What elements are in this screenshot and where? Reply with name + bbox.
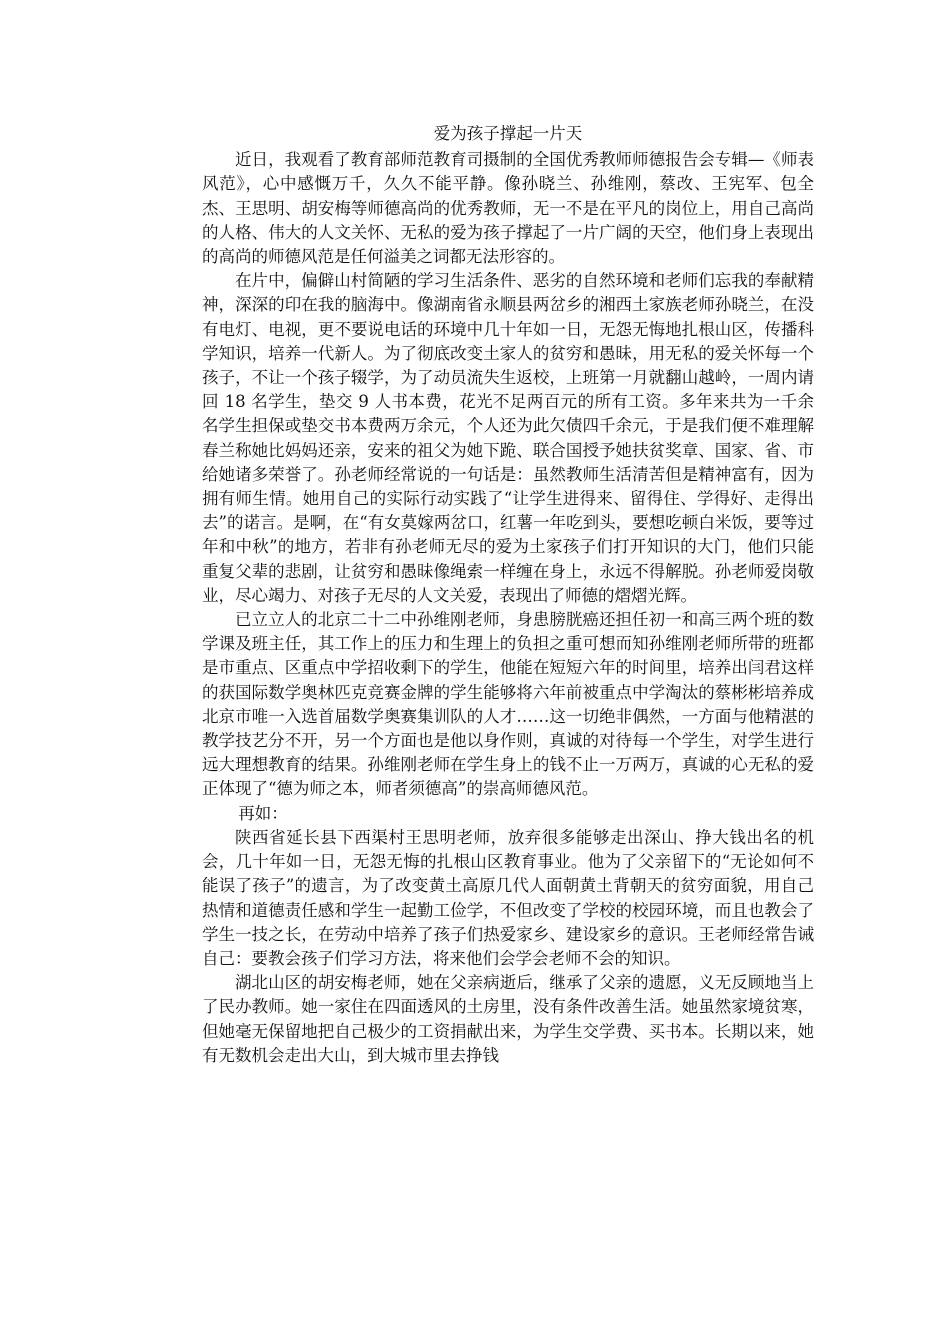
paragraph-transition: 再如： — [238, 803, 288, 823]
paragraph-intro: 近日，我观看了教育部师范教育司摄制的全国优秀教师师德报告会专辑—《师表风范》，心中感慨万千，久久不能平静。像孙晓兰、孙维刚，蔡改、王宪军、包全杰、王思明、胡安梅等师德高尚的优秀教师，无一不是在平凡的岗位上，用自己高尚的人格、伟大的人文关怀、无私的爱为孩子撑起了一片广阔的天空，他们身上表现出的高尚的师德风范是任何溢美之词都无法形容的。 — [202, 150, 814, 267]
document-title: 爱为孩子撑起一片天 — [433, 124, 583, 143]
document-body — [202, 122, 814, 1068]
paragraph-sun-xiaolan: 在片中，偏僻山村简陋的学习生活条件、恶劣的自然环境和老师们忘我的奉献精神，深深的印在我的脑海中。像湖南省永顺县两岔乡的湘西土家族老师孙晓兰，在没有电灯、电视，更不要说电话的环境中几十年如一日，无怨无悔地扎根山区，传播科学知识，培养一代新人。为了彻底改变土家人的贫穷和愚昧，用无私的爱关怀每一个孩子，不让一个孩子辍学，为了动员流失生返校，上班第一月就翻山越岭，一周内请回 18 名学生，垫交 9 人书本费，花光不足两百元的所有工资。多年来共为一千余名学生担保或垫交书本费两万余元，个人还为此欠债四千余元，于是我们便不难理解春兰称她比妈妈还亲，安来的祖父为她下跪、联合国授予她扶贫奖章、国家、省、市给她诸多荣誉了。孙老师经常说的一句话是：虽然教师生活清苦但是精神富有，因为拥有师生情。她用自己的实际行动实践了“让学生进得来、留得住、学得好、走得出去”的诺言。是啊，在“有女莫嫁两岔口，红薯一年吃到头，要想吃顿白米饭，要等过年和中秋”的地方，若非有孙老师无尽的爱为土家孩子们打开知识的大门，他们只能重复父辈的悲剧，让贫穷和愚昧像绳索一样缠在身上，永远不得解脱。孙老师爱岗敬业，尽心竭力、对孩子无尽的人文关爱，表现出了师德的熠熠光辉。 — [202, 271, 814, 605]
paragraph-hu-anmei: 湖北山区的胡安梅老师，她在父亲病逝后，继承了父亲的遗愿，义无反顾地当上了民办教师。她一家住在四面透风的土房里，没有条件改善生活。她虽然家境贫寒，但她毫无保留地把自己极少的工资捐献出来，为学生交学费、买书本。长期以来，她有无数机会走出大山，到大城市里去挣钱 — [202, 973, 814, 1065]
paragraph-sun-weigang: 已立立人的北京二十二中孙维刚老师，身患膀胱癌还担任初一和高三两个班的数学课及班主任，其工作上的压力和生理上的负担之重可想而知孙维刚老师所带的班都是市重点、区重点中学招收剩下的学生，他能在短短六年的时间里，培养出闫君这样的获国际数学奥林匹克竞赛金牌的学生能够将六年前被重点中学淘汰的蔡彬彬培养成北京市唯一入选首届数学奥赛集训队的人才……这一切绝非偶然，一方面与他精湛的教学技艺分不开，另一个方面也是他以身作则，真诚的对待每一个学生，对学生进行远大理想教育的结果。孙维刚老师在学生身上的钱不止一万两万，真诚的心无私的爱正体现了“德为师之本，师者须德高”的崇高师德风范。 — [202, 610, 814, 799]
paragraph-wang-siming: 陕西省延长县下西渠村王思明老师，放弃很多能够走出深山、挣大钱出名的机会，几十年如一日，无怨无悔的扎根山区教育事业。他为了父亲留下的“无论如何不能误了孩子”的遗言，为了改变黄土高原几代人面朝黄土背朝天的贫穷面貌，用自己热情和道德责任感和学生一起勤工俭学，不但改变了学校的校园环境，而且也教会了学生一技之长，在劳动中培养了孩子们热爱家乡、建设家乡的意识。王老师经常告诫自己：要教会孩子们学习方法，将来他们会学会老师不会的知识。 — [202, 827, 814, 968]
